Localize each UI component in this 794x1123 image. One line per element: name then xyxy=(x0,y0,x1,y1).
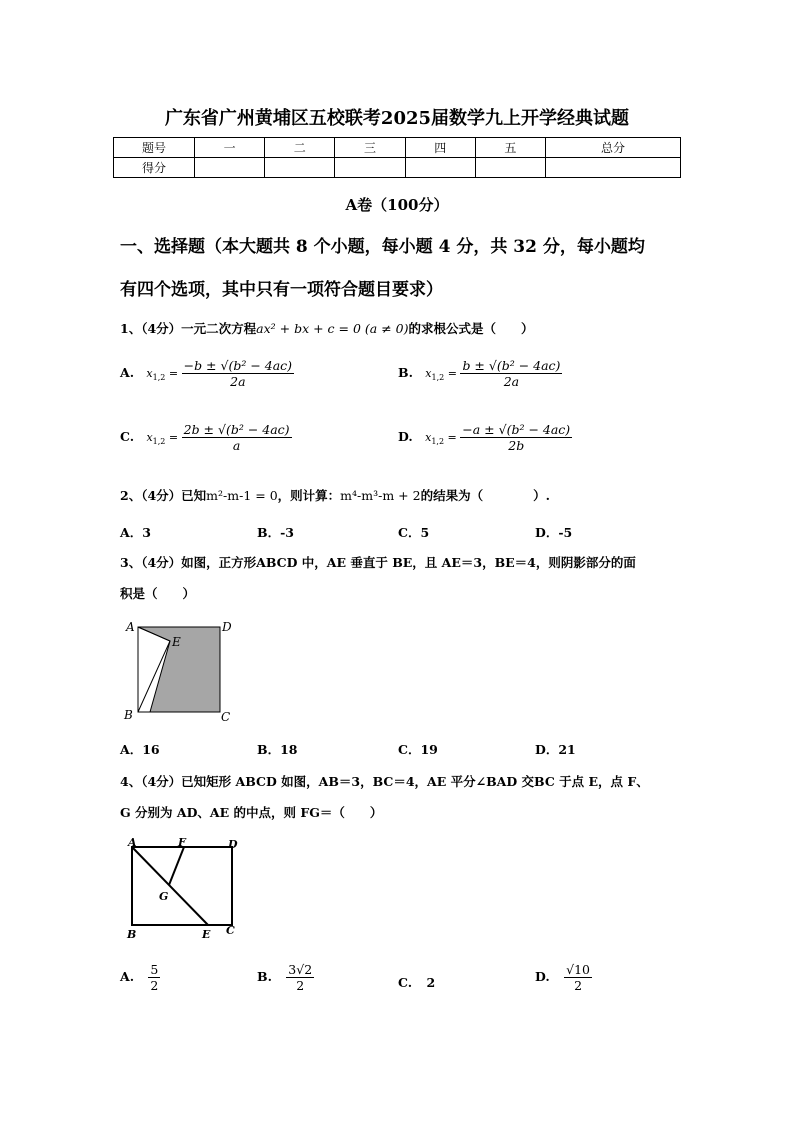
q2-text: 的结果为（ ）. xyxy=(420,488,550,503)
subscript: 1,2 xyxy=(152,437,166,446)
question-3-line2: 积是（ ） xyxy=(120,586,196,601)
option-label: B. xyxy=(257,969,272,984)
q2-option-c[interactable]: C．5 xyxy=(398,525,430,540)
denominator: 2 xyxy=(150,978,159,993)
lhs: $x_{1,2}$ = xyxy=(146,367,182,382)
segment-fg xyxy=(169,847,184,885)
fraction xyxy=(460,422,572,453)
lhs-var: x xyxy=(425,367,432,380)
q1-suffix: 的求根公式是（ ） xyxy=(408,321,534,336)
question-4-line1: 4、（4分）已知矩形 ABCD 如图，AB＝3，BC＝4，AE 平分∠BAD 交BC 于点 E，点 F、 xyxy=(120,774,649,789)
table-row xyxy=(114,158,681,178)
score-table xyxy=(113,137,681,178)
table-cell: 题号 xyxy=(114,138,195,158)
q3-option-a[interactable]: A．16 xyxy=(120,742,160,757)
label-g: G xyxy=(159,890,169,903)
label-c: C xyxy=(226,924,235,937)
denominator: 2 xyxy=(574,978,583,993)
denominator: 2a xyxy=(503,374,520,389)
section1-heading: 一、选择题（本大题共 8 个小题，每小题 4 分，共 32 分，每小题均 xyxy=(120,237,645,257)
label-c: C xyxy=(221,710,231,724)
numerator: −b ± √(b² − 4ac) xyxy=(183,358,293,373)
segment-ae xyxy=(132,847,208,925)
subscript: 1,2 xyxy=(431,373,445,382)
q2-text: 2、（4分）已知 xyxy=(120,488,207,503)
option-label: A. xyxy=(120,969,135,984)
table-cell: 五 xyxy=(475,138,545,158)
question-4-line2: G 分别为 AD、AE 的中点，则 FG＝（ ） xyxy=(120,805,383,820)
q4-figure xyxy=(120,832,250,944)
subscript: 1,2 xyxy=(152,373,166,382)
q2-condition: m²-m-1 = 0 xyxy=(206,488,278,503)
score-input-cell[interactable] xyxy=(405,158,475,178)
numerator: √10 xyxy=(566,962,590,977)
table-row xyxy=(114,138,681,158)
label-e: E xyxy=(202,928,211,941)
table-cell: 一 xyxy=(195,138,265,158)
q3-option-d[interactable]: D．21 xyxy=(535,742,576,757)
option-label: C. xyxy=(398,975,413,990)
option-label: C. xyxy=(120,429,135,444)
q4-option-d[interactable] xyxy=(535,962,592,993)
q4-option-c[interactable] xyxy=(398,975,435,990)
q1-option-c[interactable] xyxy=(120,422,292,453)
score-input-cell[interactable] xyxy=(195,158,265,178)
q2-option-b[interactable]: B．-3 xyxy=(257,525,294,540)
q1-option-b[interactable] xyxy=(398,358,562,389)
rectangle-abcd xyxy=(132,847,232,925)
table-cell: 四 xyxy=(405,138,475,158)
fraction xyxy=(460,358,562,389)
table-cell: 总分 xyxy=(546,138,681,158)
q2-text: ，则计算： xyxy=(277,488,341,503)
numerator: 2b ± √(b² − 4ac) xyxy=(183,422,290,437)
numerator: 3√2 xyxy=(288,962,313,977)
option-label: D. xyxy=(535,969,550,984)
score-input-cell[interactable] xyxy=(265,158,335,178)
label-d: D xyxy=(228,838,238,851)
table-cell: 二 xyxy=(265,138,335,158)
table-cell: 得分 xyxy=(114,158,195,178)
q1-option-a[interactable] xyxy=(120,358,294,389)
q2-expression: m⁴-m³-m + 2 xyxy=(340,488,421,503)
denominator: 2a xyxy=(230,374,246,389)
question-3-line1: 3、（4分）如图，正方形ABCD 中，AE 垂直于 BE，且 AE＝3，BE＝4，则阴影部分的面 xyxy=(120,555,636,570)
lhs: $x_{1,2}$ = xyxy=(146,431,182,446)
fraction xyxy=(148,962,160,993)
lhs-var: x xyxy=(146,431,153,444)
fraction xyxy=(564,962,592,993)
numerator: 5 xyxy=(150,962,159,977)
lhs: $x_{1,2}$ = xyxy=(425,431,461,446)
option-label: A. xyxy=(120,365,135,380)
label-a: A xyxy=(126,620,135,634)
label-d: D xyxy=(222,620,232,634)
fraction xyxy=(182,422,292,453)
denominator: 2 xyxy=(296,978,305,993)
q1-prefix: 1、（4分）一元二次方程 xyxy=(120,321,257,336)
q3-option-b[interactable]: B．18 xyxy=(257,742,298,757)
question-2 xyxy=(120,486,550,504)
q2-option-d[interactable]: D．-5 xyxy=(535,525,573,540)
section1-heading-cont: 有四个选项，其中只有一项符合题目要求） xyxy=(120,280,443,300)
label-f: F xyxy=(178,836,186,849)
q4-option-b[interactable] xyxy=(257,962,314,993)
q3-option-c[interactable]: C．19 xyxy=(398,742,438,757)
q1-option-d[interactable] xyxy=(398,422,572,453)
section-a-heading: A卷（100分） xyxy=(345,196,449,214)
lhs-var: x xyxy=(425,431,432,444)
question-1 xyxy=(120,319,534,337)
numerator: −a ± √(b² − 4ac) xyxy=(462,422,571,437)
q2-option-a[interactable]: A．3 xyxy=(120,525,151,540)
q3-figure xyxy=(120,615,240,727)
lhs: $x_{1,2}$ = xyxy=(425,367,461,382)
table-cell: 三 xyxy=(335,138,405,158)
fraction xyxy=(182,358,294,389)
fraction xyxy=(286,962,314,993)
label-e: E xyxy=(172,635,181,649)
label-a: A xyxy=(128,836,137,849)
option-value: 2 xyxy=(426,975,436,990)
subscript: 1,2 xyxy=(431,437,445,446)
q4-option-a[interactable] xyxy=(120,962,160,993)
score-input-cell[interactable] xyxy=(335,158,405,178)
score-input-cell[interactable] xyxy=(475,158,545,178)
option-label: D. xyxy=(398,429,413,444)
denominator: 2b xyxy=(508,438,525,453)
denominator: a xyxy=(232,438,241,453)
label-b: B xyxy=(124,708,133,722)
option-label: B. xyxy=(398,365,413,380)
numerator: b ± √(b² − 4ac) xyxy=(462,358,561,373)
lhs-var: x xyxy=(146,367,153,380)
q1-equation: ax² + bx + c = 0 (a ≠ 0) xyxy=(256,321,409,336)
label-b: B xyxy=(127,928,137,941)
page-title: 广东省广州黄埔区五校联考2025届数学九上开学经典试题 xyxy=(164,108,630,129)
score-input-cell[interactable] xyxy=(546,158,681,178)
